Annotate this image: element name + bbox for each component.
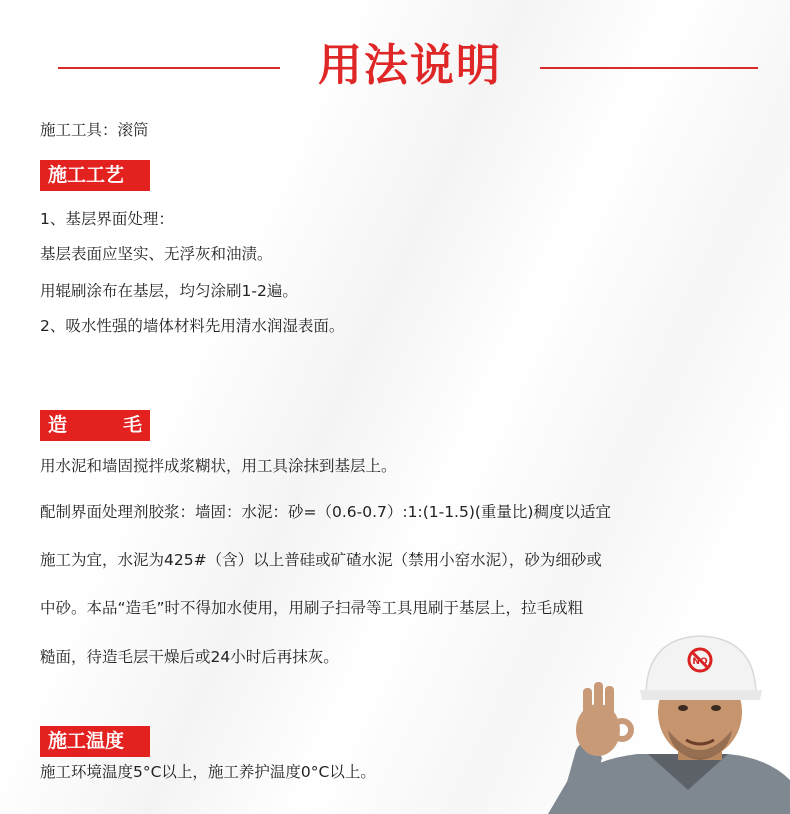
section-badge-process: 施工工艺	[40, 160, 150, 191]
process-line-4: 2、吸水性强的墙体材料先用清水润湿表面。	[40, 317, 345, 335]
page-title: 用法说明	[318, 40, 502, 91]
roughening-line-4: 中砂。本品“造毛”时不得加水使用，用刷子扫帚等工具甩刷于基层上，拉毛成粗	[40, 599, 584, 617]
worker-photo	[528, 630, 790, 814]
roughening-label-char-2: 毛	[122, 414, 142, 436]
tools-line: 施工工具：滚筒	[40, 121, 149, 139]
worker-finger-3	[605, 686, 614, 720]
worker-finger-1	[583, 688, 592, 722]
temperature-line-1: 施工环境温度5°C以上，施工养护温度0°C以上。	[40, 763, 376, 781]
title-row	[0, 36, 790, 96]
worker-eye-right	[711, 705, 721, 711]
section-badge-roughening	[40, 410, 150, 441]
worker-eye-left	[678, 705, 688, 711]
roughening-label-char-1: 造	[48, 414, 68, 436]
roughening-line-1: 用水泥和墙固搅拌成浆糊状，用工具涂抹到基层上。	[40, 457, 397, 475]
worker-helmet-brim	[640, 690, 762, 700]
section-badge-temperature: 施工温度	[40, 726, 150, 757]
roughening-line-2: 配制界面处理剂胶浆：墙固：水泥：砂=（0.6-0.7）:1:(1-1.5)(重量比)稠度以适宜	[40, 503, 611, 521]
worker-ok-circle	[613, 721, 631, 739]
process-line-3: 用辊刷涂布在基层，均匀涂刷1-2遍。	[40, 282, 298, 300]
worker-finger-2	[594, 682, 603, 720]
roughening-line-5: 糙面，待造毛层干燥后或24小时后再抹灰。	[40, 648, 339, 666]
process-line-2: 基层表面应坚实、无浮灰和油渍。	[40, 245, 273, 263]
process-line-1: 1、基层界面处理：	[40, 210, 174, 228]
title-rule-right	[540, 67, 758, 69]
helmet-badge-text: NO	[692, 657, 708, 667]
roughening-line-3: 施工为宜，水泥为425#（含）以上普硅或矿碴水泥（禁用小窑水泥），砂为细砂或	[40, 551, 602, 569]
title-rule-left	[58, 67, 280, 69]
